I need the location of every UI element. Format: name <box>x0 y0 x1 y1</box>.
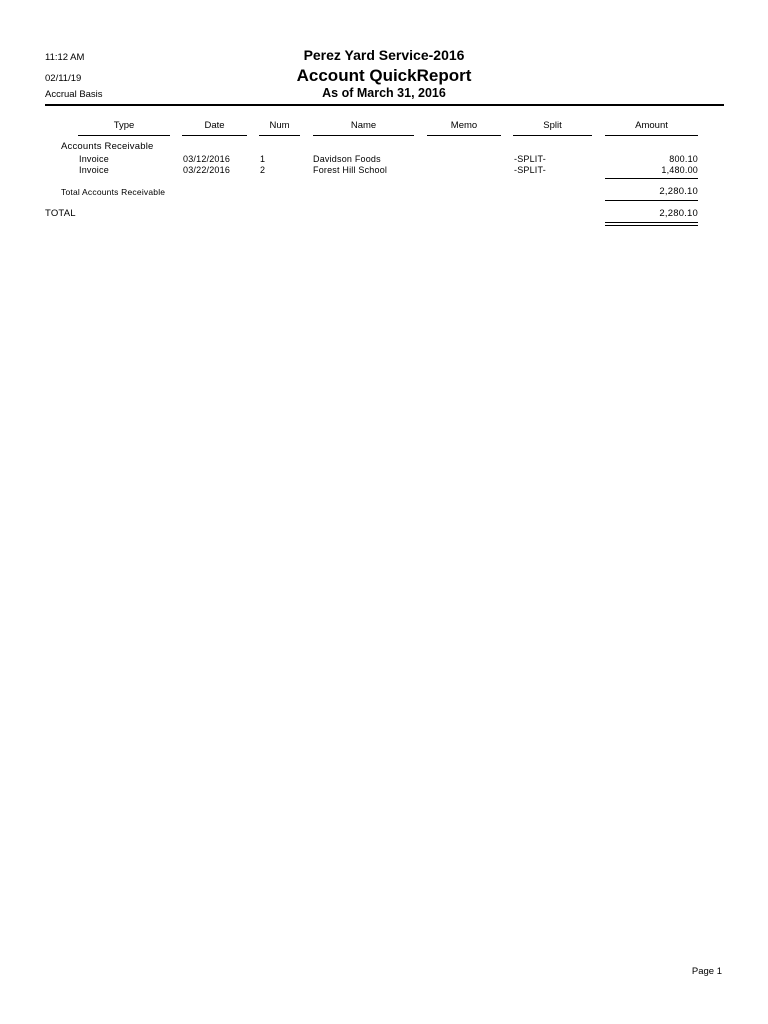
section-total-label: Total Accounts Receivable <box>61 187 166 197</box>
col-underline-memo <box>427 135 501 136</box>
report-time: 11:12 AM <box>45 52 85 63</box>
col-header-amount: Amount <box>635 120 668 131</box>
col-header-split: Split <box>543 120 562 131</box>
grand-total-label: TOTAL <box>45 208 76 219</box>
col-underline-type <box>78 135 170 136</box>
row-2-split: -SPLIT- <box>514 165 546 175</box>
row-1-amount: 800.10 <box>669 154 698 164</box>
row-2-type: Invoice <box>79 165 109 175</box>
row-1-date: 03/12/2016 <box>183 154 231 164</box>
col-underline-name <box>313 135 414 136</box>
col-underline-amount <box>605 135 698 136</box>
page-number: Page 1 <box>691 966 722 977</box>
grand-total-amount: 2,280.10 <box>659 208 698 219</box>
row-2-num: 2 <box>260 165 266 175</box>
grand-total-double-rule-top <box>605 222 698 223</box>
col-header-date: Date <box>204 120 225 131</box>
row-2-name: Forest Hill School <box>313 165 388 175</box>
col-underline-num <box>259 135 300 136</box>
row-1-name: Davidson Foods <box>313 154 381 164</box>
row-2-date: 03/22/2016 <box>183 165 231 175</box>
company-name: Perez Yard Service-2016 <box>303 47 465 63</box>
section-label: Accounts Receivable <box>61 141 154 152</box>
row-2-amount: 1,480.00 <box>661 165 698 175</box>
subtotal-rule <box>605 178 698 179</box>
section-total-amount: 2,280.10 <box>659 186 698 197</box>
grand-total-double-rule-bottom <box>605 225 698 226</box>
col-header-memo: Memo <box>450 120 478 131</box>
report-title: Account QuickReport <box>296 66 472 85</box>
col-header-type: Type <box>113 120 135 131</box>
col-header-name: Name <box>350 120 377 131</box>
col-underline-date <box>182 135 247 136</box>
col-underline-split <box>513 135 592 136</box>
header-rule <box>45 104 724 106</box>
row-1-type: Invoice <box>79 154 109 164</box>
report-date: 02/11/19 <box>45 73 82 84</box>
report-as-of: As of March 31, 2016 <box>322 86 446 100</box>
row-1-split: -SPLIT- <box>514 154 546 164</box>
report-basis: Accrual Basis <box>45 89 103 100</box>
total-rule <box>605 200 698 201</box>
col-header-num: Num <box>269 120 290 131</box>
row-1-num: 1 <box>260 154 266 164</box>
